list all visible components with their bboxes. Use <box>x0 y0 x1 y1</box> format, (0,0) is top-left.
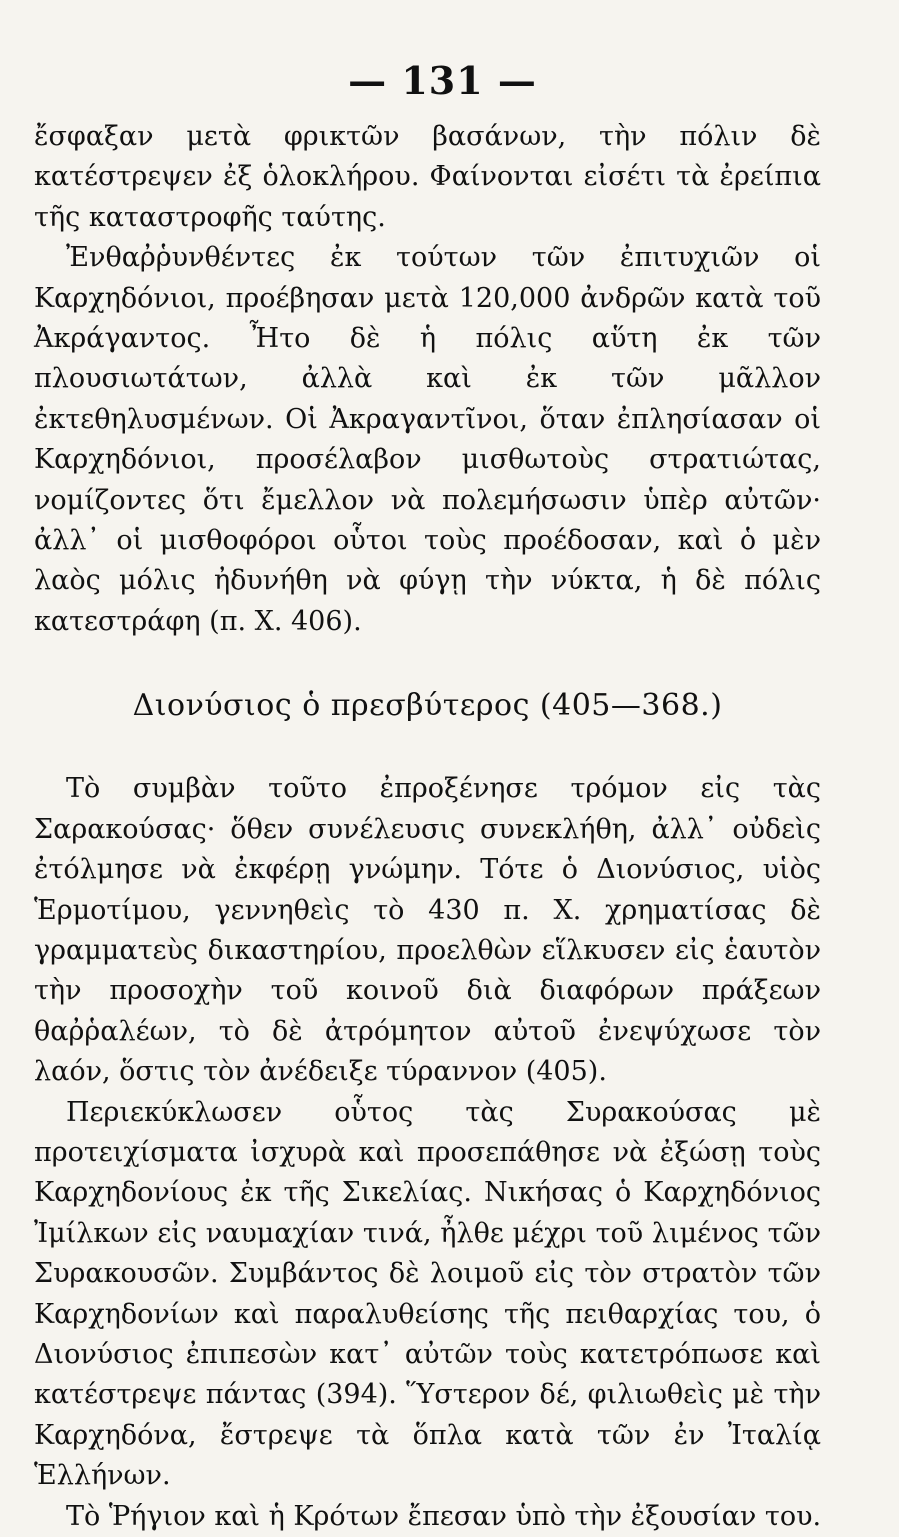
paragraph-last-line: Τὸ Ῥήγιον καὶ ἡ Κρότων ἔπεσαν ὑπὸ τὴν ἐξουσίαν του. <box>66 1500 821 1532</box>
section-heading: Διονύσιος ὁ πρεσβύτερος (405—368.) <box>132 688 723 724</box>
paragraph-dionysius-rise: Τὸ συμβὰν τοῦτο ἐπροξένησε τρόμον εἰς τὰς Σαρακούσας· ὅθεν συνέλευσις συνεκλήθη, ἀλλ᾽ οὐδεὶς ἐτόλμησε νὰ ἐκφέρῃ γνώμην. Τότε ὁ Διονύσιος, υἱὸς Ἑρμοτίμου, γεννηθεὶς τὸ 430 π. Χ. χρηματίσας δὲ γραμματεὺς δικαστηρίου, προελθὼν εἵλκυσεν εἰς ἑαυτὸν τὴν προσοχὴν τοῦ κοινοῦ διὰ διαφόρων πράξεων θαῤῥαλέων, τὸ δὲ ἀτρόμητον αὐτοῦ ἐνεψύχωσε τὸν λαόν, ὅστις τὸν ἀνέδειξε τύραννον (405). <box>34 773 821 1088</box>
paragraph-dionysius-wars: Περιεκύκλωσεν οὗτος τὰς Συρακούσας μὲ προτειχίσματα ἰσχυρὰ καὶ προσεπάθησε νὰ ἐξώσῃ τοὺς Καρχηδονίους ἐκ τῆς Σικελίας. Νικήσας ὁ Καρχηδόνιος Ἰμίλκων εἰς ναυμαχίαν τινά, ἦλθε μέχρι τοῦ λιμένος τῶν Συρακουσῶν. Συμβάντος δὲ λοιμοῦ εἰς τὸν στρατὸν τῶν Καρχηδονίων καὶ παραλυθείσης τῆς πειθαρχίας του, ὁ Διονύσιος ἐπιπεσὼν κατ᾽ αὐτῶν τοὺς κατετρόπωσε καὶ κατέστρεψε πάντας (394). Ὕστερον δέ, φιλιωθεὶς μὲ τὴν Καρχηδόνα, ἔστρεψε τὰ ὅπλα κατὰ τῶν ἐν Ἰταλίᾳ Ἑλλήνων. <box>34 1096 821 1492</box>
page-number: — 131 — <box>348 58 537 103</box>
paragraph-intro: ἔσφαξαν μετὰ φρικτῶν βασάνων, τὴν πόλιν δὲ κατέστρεψεν ἐξ ὁλοκλήρου. Φαίνονται εἰσέτι τὰ ἐρείπια τῆς καταστροφῆς ταύτης. <box>34 121 821 233</box>
paragraph-akragas: Ἐνθαῤῥυνθέντες ἐκ τούτων τῶν ἐπιτυχιῶν οἱ Καρχηδόνιοι, προέβησαν μετὰ 120,000 ἀνδρῶν κατὰ τοῦ Ἀκράγαντος. Ἦτο δὲ ἡ πόλις αὕτη ἐκ τῶν πλουσιωτάτων, ἀλλὰ καὶ ἐκ τῶν μᾶλλον ἐκτεθηλυσμένων. Οἱ Ἀκραγαντῖνοι, ὅταν ἐπλησίασαν οἱ Καρχηδόνιοι, προσέλαβον μισθωτοὺς στρατιώτας, νομίζοντες ὅτι ἔμελλον νὰ πολεμήσωσιν ὑπὲρ αὐτῶν· ἀλλ᾽ οἱ μισθοφόροι οὗτοι τοὺς προέδοσαν, καὶ ὁ μὲν λαὸς μόλις ἠδυνήθη νὰ φύγῃ τὴν νύκτα, ἡ δὲ πόλις κατεστράφη (π. Χ. 406). <box>34 242 821 637</box>
